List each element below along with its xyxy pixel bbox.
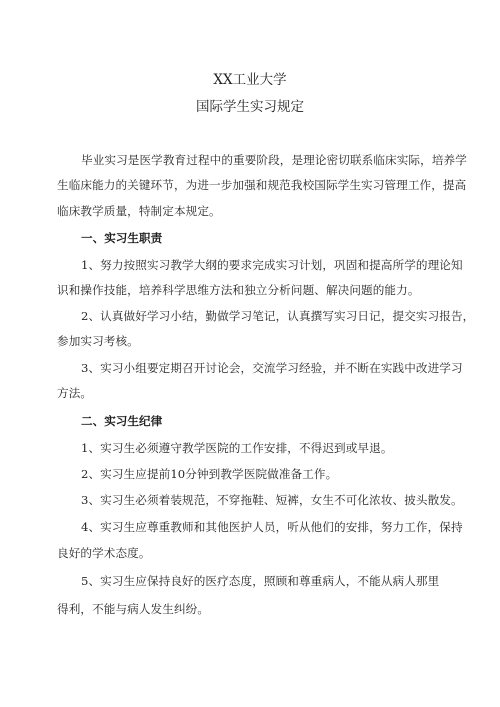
duty-item-2-line: 参加实习考核。 bbox=[57, 334, 139, 348]
duty-item-3-line: 方法。 bbox=[57, 386, 93, 400]
discipline-item-4-line: 4、实习生应尊重教师和其他医护人员，听从他们的安排，努力工作，保持 bbox=[81, 520, 463, 534]
intro-line: 毕业实习是医学教育过程中的重要阶段，是理论密切联系临床实际，培养学 bbox=[81, 153, 467, 167]
duty-item-1-line: 1、努力按照实习教学大纲的要求完成实习计划，巩固和提高所学的理论知 bbox=[81, 258, 463, 272]
duty-item-3-line: 3、实习小组要定期召开讨论会，交流学习经验，并不断在实践中改进学习 bbox=[81, 361, 463, 375]
section-heading-duties: 一、实习生职责 bbox=[81, 231, 163, 245]
intro-line: 生临床能力的关键环节，为进一步加强和规范我校国际学生实习管理工作，提高 bbox=[57, 178, 467, 192]
university-name: XX工业大学 bbox=[213, 72, 287, 88]
section-heading-discipline: 二、实习生纪律 bbox=[81, 414, 163, 428]
document-title: 国际学生实习规定 bbox=[196, 99, 304, 115]
discipline-item-4-line: 良好的学术态度。 bbox=[57, 546, 151, 560]
duty-item-2-line: 2、认真做好学习小结，勤做学习笔记，认真撰写实习日记，提交实习报告， bbox=[81, 309, 475, 323]
intro-line: 临床教学质量，特制定本规定。 bbox=[57, 204, 221, 218]
discipline-item-1: 1、实习生必须遵守教学医院的工作安排，不得迟到或早退。 bbox=[81, 441, 393, 455]
discipline-item-2: 2、实习生应提前10分钟到教学医院做准备工作。 bbox=[81, 467, 338, 481]
discipline-item-5-line: 5、实习生应保持良好的医疗态度，照顾和尊重病人，不能从病人那里 bbox=[81, 574, 440, 588]
discipline-item-5-line: 得利，不能与病人发生纠纷。 bbox=[57, 602, 210, 616]
duty-item-1-line: 识和操作技能，培养科学思维方法和独立分析问题、解决问题的能力。 bbox=[57, 283, 420, 297]
discipline-item-3: 3、实习生必须着装规范，不穿拖鞋、短裤，女生不可化浓妆、披头散发。 bbox=[81, 493, 463, 507]
